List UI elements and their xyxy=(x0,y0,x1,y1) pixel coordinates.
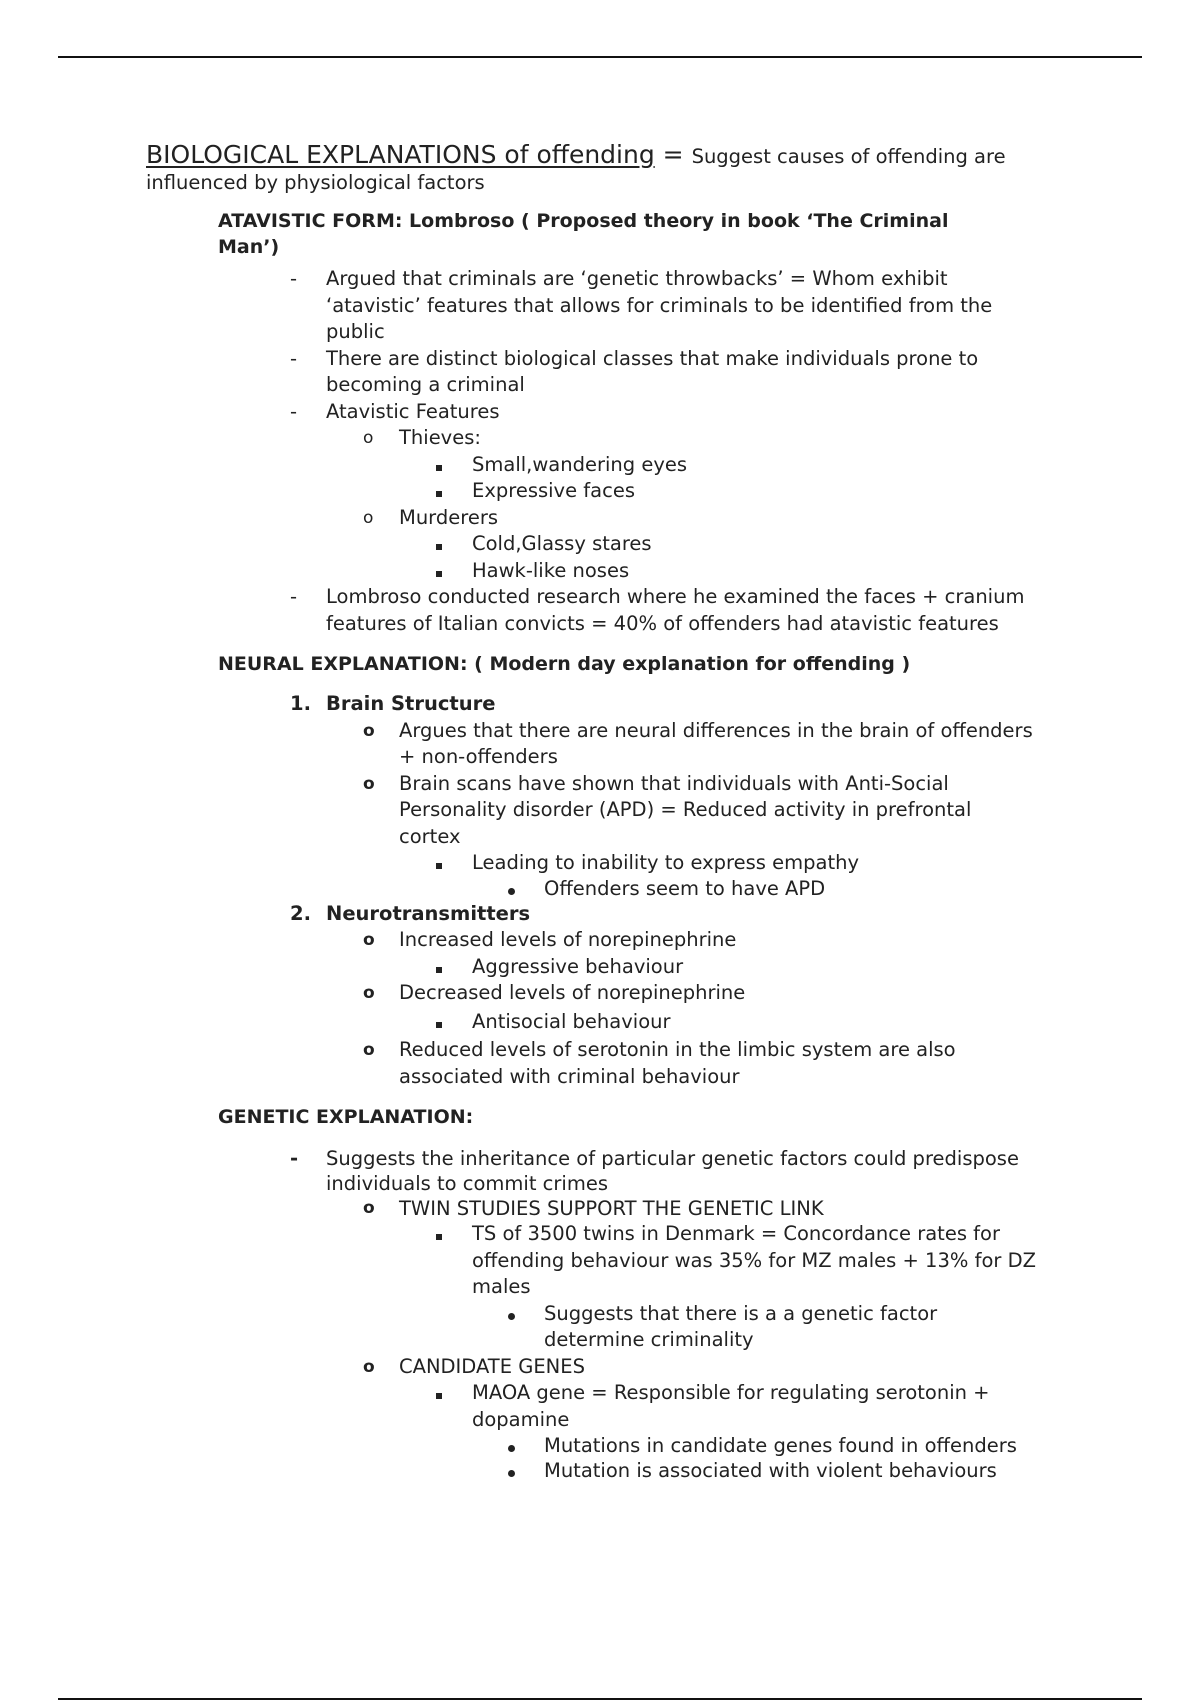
square-bullet-icon xyxy=(436,465,442,471)
list-item: o Argues that there are neural differences in the brain of offenders + non-offenders xyxy=(363,718,1033,768)
circle-marker: o xyxy=(363,983,375,1003)
neural-heading: NEURAL EXPLANATION: ( Modern day explanation for offending ) xyxy=(218,653,911,675)
square-bullet-icon xyxy=(436,571,442,577)
circle-marker: o xyxy=(363,1198,375,1218)
dot-bullet-icon xyxy=(508,888,515,895)
dash-marker: - xyxy=(290,399,298,423)
list-item: Small,wandering eyes xyxy=(472,452,1066,479)
square-bullet-icon xyxy=(436,1393,442,1399)
list-item: - There are distinct biological classes that make individuals prone to becoming a criminal xyxy=(290,346,979,396)
square-bullet-icon xyxy=(436,1022,442,1028)
number-marker: 2. xyxy=(290,901,311,925)
circle-marker: o xyxy=(363,930,375,950)
document-body xyxy=(146,142,1066,1483)
circle-marker: o xyxy=(363,1040,375,1060)
circle-marker: o xyxy=(363,507,374,528)
circle-marker: o xyxy=(363,1356,375,1377)
list-item: o Thieves: xyxy=(399,425,1066,452)
list-item: o Reduced levels of serotonin in the limbic system are also associated with criminal behaviour xyxy=(363,1038,956,1088)
dash-marker: - xyxy=(290,1147,299,1170)
list-item: o Murderers xyxy=(399,505,1066,532)
dot-bullet-icon xyxy=(508,1313,515,1320)
atavistic-heading: ATAVISTIC FORM: Lombroso ( Proposed theory in book ‘The Criminal Man’) xyxy=(218,210,949,258)
title-description-cont: influenced by physiological factors xyxy=(146,171,485,194)
list-item: Antisocial behaviour xyxy=(472,1009,1066,1036)
dash-marker: - xyxy=(290,267,298,290)
list-item: Mutations in candidate genes found in offenders xyxy=(544,1433,1066,1458)
square-bullet-icon xyxy=(436,863,442,869)
top-rule xyxy=(58,56,1142,58)
list-item: Cold,Glassy stares xyxy=(472,531,1066,558)
title-line xyxy=(146,142,1066,196)
list-item: TS of 3500 twins in Denmark = Concordance rates for offending behaviour was 35% for MZ males + 13% for DZ males xyxy=(472,1221,1066,1301)
list-item: o TWIN STUDIES SUPPORT THE GENETIC LINK xyxy=(363,1197,824,1220)
circle-marker: o xyxy=(363,428,374,448)
circle-marker: o xyxy=(363,720,375,741)
list-item: o CANDIDATE GENES xyxy=(399,1354,1066,1381)
number-marker: 1. xyxy=(290,692,311,715)
dot-bullet-icon xyxy=(508,1470,515,1477)
circle-marker: o xyxy=(363,773,375,794)
list-item: Suggests that there is a a genetic factor determine criminality xyxy=(544,1301,1066,1354)
list-item: 2. Neurotransmitters xyxy=(326,901,1066,928)
list-item: o Increased levels of norepinephrine xyxy=(399,927,1066,954)
genetic-heading: GENETIC EXPLANATION: xyxy=(218,1106,474,1128)
list-item: Mutation is associated with violent behaviours xyxy=(544,1458,1066,1483)
list-item: o Decreased levels of norepinephrine xyxy=(399,980,1066,1007)
dot-bullet-icon xyxy=(508,1445,515,1452)
title-equals: = xyxy=(654,140,692,169)
list-item: Hawk-like noses xyxy=(472,558,1066,585)
list-item: Leading to inability to express empathy xyxy=(472,850,1066,877)
title-description: Suggest causes of offending are xyxy=(691,145,1006,168)
list-item: MAOA gene = Responsible for regulating serotonin + dopamine xyxy=(472,1380,1066,1433)
list-item: - Lombroso conducted research where he examined the faces + cranium features of Italian convicts = 40% of offenders had atavistic features xyxy=(290,585,1025,635)
list-item: Expressive faces xyxy=(472,478,1066,505)
list-item: o Brain scans have shown that individuals with Anti-Social Personality disorder (APD) = Reduced activity in prefrontal cortex xyxy=(363,771,972,848)
dash-marker: - xyxy=(290,346,298,370)
list-item: - Argued that criminals are ‘genetic throwbacks’ = Whom exhibit ‘atavistic’ features that allows for criminals to be identified from the public xyxy=(290,267,993,343)
list-item: 1. Brain Structure xyxy=(326,691,1066,718)
list-item: - Atavistic Features xyxy=(326,399,1066,426)
square-bullet-icon xyxy=(436,491,442,497)
square-bullet-icon xyxy=(436,1234,442,1240)
list-item: Aggressive behaviour xyxy=(472,954,1066,981)
page-title: BIOLOGICAL EXPLANATIONS of offending xyxy=(146,140,655,169)
square-bullet-icon xyxy=(436,544,442,550)
list-item: Offenders seem to have APD xyxy=(544,877,1066,901)
dash-marker: - xyxy=(290,585,298,608)
list-item: - Suggests the inheritance of particular genetic factors could predispose individuals to commit crimes xyxy=(290,1147,1019,1195)
square-bullet-icon xyxy=(436,967,442,973)
